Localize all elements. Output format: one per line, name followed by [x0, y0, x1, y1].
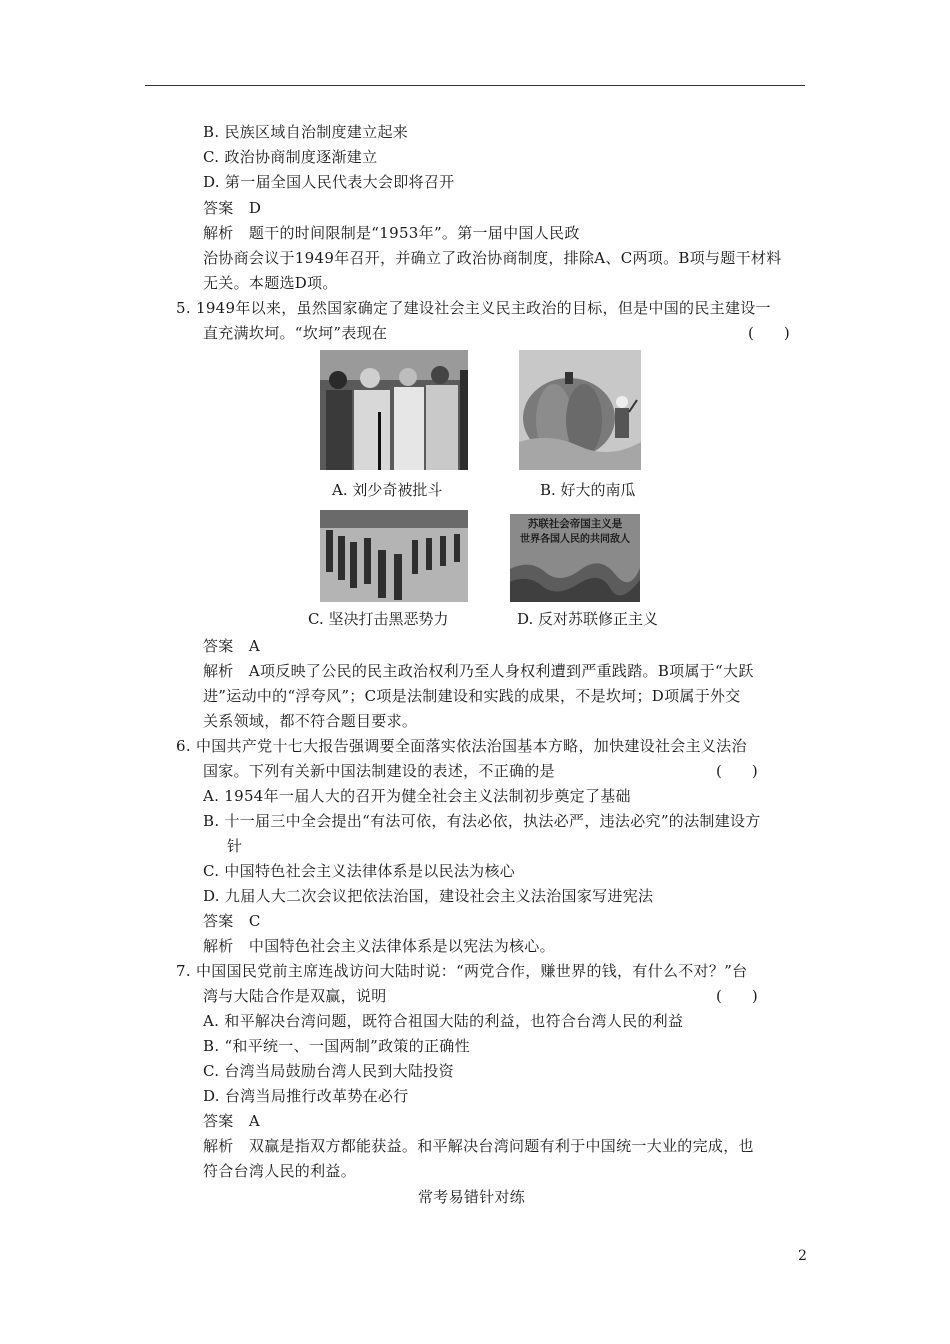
q7-option-b: B. “和平统一、一国两制”政策的正确性	[203, 1037, 470, 1055]
q4-option-b: B. 民族区域自治制度建立起来	[203, 123, 409, 141]
q6-option-d: D. 九届人大二次会议把依法治国，建设社会主义法治国家写进宪法	[203, 887, 654, 905]
q6-answer: 答案 C	[203, 912, 261, 930]
q5-caption-d: D. 反对苏联修正主义	[517, 610, 659, 628]
q6-stem-line2: 国家。下列有关新中国法制建设的表述，不正确的是	[203, 762, 555, 780]
page-number: 2	[798, 1248, 807, 1264]
q7-option-c: C. 台湾当局鼓励台湾人民到大陆投资	[203, 1062, 454, 1080]
q5-analysis-line2: 进”运动中的“浮夸风”；C项是法制建设和实践的成果，不是坎坷；D项属于外交	[203, 687, 741, 705]
q6-answer-paren: ( )	[716, 762, 758, 780]
q5-caption-c: C. 坚决打击黑恶势力	[308, 610, 449, 628]
q7-stem-line1: 7. 中国国民党前主席连战访问大陆时说：“两党合作，赚世界的钱，有什么不对？”台	[176, 962, 748, 980]
q7-answer-paren: ( )	[716, 987, 758, 1005]
q6-option-a: A. 1954年一届人大的召开为健全社会主义法制初步奠定了基础	[203, 787, 631, 805]
q6-stem-line1: 6. 中国共产党十七大报告强调要全面落实依法治国基本方略，加快建设社会主义法治	[176, 737, 747, 755]
q7-stem-line2: 湾与大陆合作是双赢，说明	[203, 987, 387, 1005]
q5-analysis-line1: 解析 A项反映了公民的民主政治权利乃至人身权利遭到严重践踏。B项属于“大跃	[203, 662, 754, 680]
q5-image-b-cartoon	[519, 350, 641, 470]
q5-answer-paren: ( )	[748, 324, 790, 342]
q5-image-c-photo	[320, 510, 468, 602]
q5-analysis-line3: 关系领域，都不符合题目要求。	[203, 712, 418, 730]
q4-analysis-line2: 治协商会议于1949年召开，并确立了政治协商制度，排除A、C两项。B项与题干材料	[203, 249, 782, 267]
q7-option-a: A. 和平解决台湾问题，既符合祖国大陆的利益，也符合台湾人民的利益	[203, 1012, 684, 1030]
q5-image-d-slogan-line1: 苏联社会帝国主义是	[527, 518, 623, 530]
q7-answer: 答案 A	[203, 1112, 261, 1130]
q6-option-b-line2: 针	[227, 837, 243, 855]
q5-caption-b: B. 好大的南瓜	[540, 481, 636, 499]
q5-image-d-slogan-line2: 世界各国人民的共同敌人	[520, 534, 630, 545]
q6-option-c: C. 中国特色社会主义法律体系是以民法为核心	[203, 862, 516, 880]
q7-option-d: D. 台湾当局推行改革势在必行	[203, 1087, 409, 1105]
q7-analysis-line1: 解析 双赢是指双方都能获益。和平解决台湾问题有利于中国统一大业的完成，也	[203, 1137, 754, 1155]
q6-option-b-line1: B. 十一届三中全会提出“有法可依，有法必依，执法必严，违法必究”的法制建设方	[203, 812, 761, 830]
q5-stem-line2: 直充满坎坷。“坎坷”表现在	[203, 324, 388, 342]
header-rule	[145, 85, 805, 86]
q4-answer: 答案 D	[203, 199, 262, 217]
q5-caption-a: A. 刘少奇被批斗	[332, 481, 443, 499]
q5-image-a-photo	[320, 350, 468, 470]
section-title: 常考易错针对练	[418, 1188, 526, 1206]
q5-answer: 答案 A	[203, 637, 261, 655]
q4-analysis-line3: 无关。本题选D项。	[203, 274, 338, 292]
q4-analysis-line1: 解析 题干的时间限制是“1953年”。第一届中国人民政	[203, 224, 580, 242]
q4-option-d: D. 第一届全国人民代表大会即将召开	[203, 173, 455, 191]
q5-image-d-banner	[510, 514, 640, 602]
q6-analysis-line1: 解析 中国特色社会主义法律体系是以宪法为核心。	[203, 937, 555, 955]
q4-option-c: C. 政治协商制度逐渐建立	[203, 148, 378, 166]
q7-analysis-line2: 符合台湾人民的利益。	[203, 1162, 357, 1180]
q5-stem-line1: 5. 1949年以来，虽然国家确定了建设社会主义民主政治的目标，但是中国的民主建设一	[176, 299, 771, 317]
